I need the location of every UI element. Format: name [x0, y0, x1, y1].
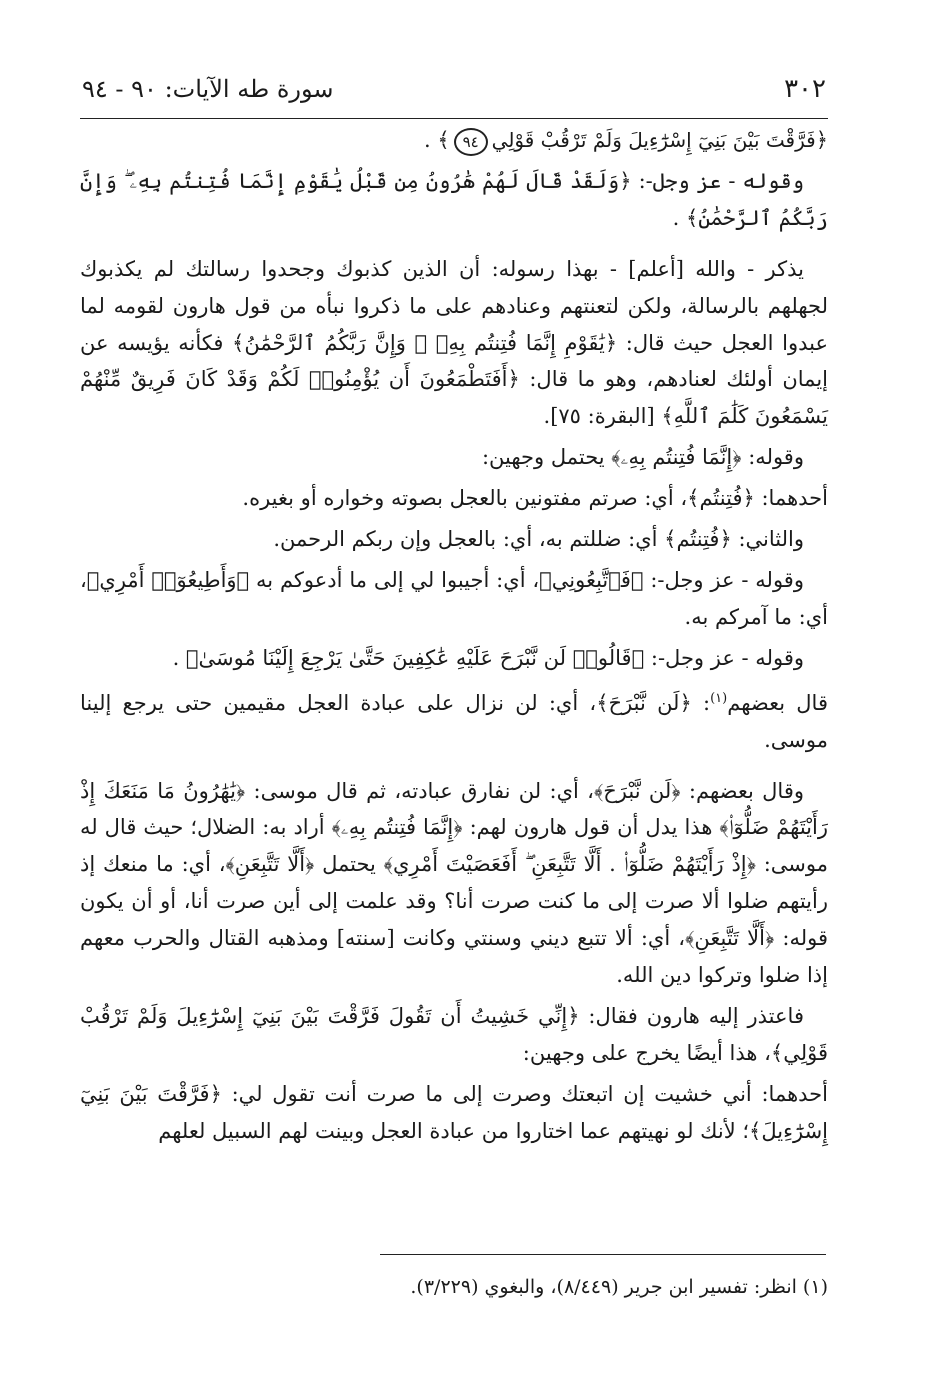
ayah-number-marker: ٩٤ [454, 128, 488, 156]
paragraph: فاعتذر إليه هارون فقال: ﴿إِنِّي خَشِيتُ أَن تَقُولَ فَرَّقْتَ بَيْنَ بَنِيٓ إِسْرَٰٓءِيلَ وَلَمْ تَرْقُبْ قَوْلِي﴾، هذا أيضًا يخرج على وجهين: [80, 1003, 828, 1065]
paragraph: وقوله - عز وجل-: ﴿قَالُوا۟ لَن نَّبْرَحَ عَلَيْهِ عَٰكِفِينَ حَتَّىٰ يَرْجِعَ إِلَيْنَا مُوسَىٰ﴾ . [172, 645, 804, 670]
verse-continuation: ﴿فَرَّقْتَ بَيْنَ بَنِيٓ إِسْرَٰٓءِيلَ وَلَمْ تَرْقُبْ قَوْلِي٩٤﴾ . [80, 122, 828, 159]
paragraph-with-footnote [80, 681, 828, 759]
footnote-rule [380, 1254, 826, 1255]
paragraph: وقوله - عز وجل-: ﴿وَلَقَدْ قَالَ لَهُمْ هَٰرُونُ مِن قَبْلُ يَٰقَوْمِ إِنَّمَا فُتِنتُم بِهِۦ ۖ وَإِنَّ رَبَّكُمُ ٱلرَّحْمَٰنُ﴾ . [80, 168, 828, 230]
header-rule [80, 118, 828, 119]
surah-range-title: سورة طه الآيات: ٩٠ - ٩٤ [82, 75, 334, 103]
verse-close: ﴾ . [424, 128, 450, 152]
page-number: ٣٠٢ [784, 74, 826, 104]
paragraph: وقوله - عز وجل-: ﴿فَٱتَّبِعُونِي﴾، أي: أجيبوا لي إلى ما أدعوكم به ﴿وَأَطِيعُوٓا۟ أَمْرِي﴾، أي: ما آمركم به. [80, 567, 828, 629]
paragraph: أحدهما: أني خشيت إن اتبعتك وصرت إلى ما صرت أنت تقول لي: ﴿فَرَّقْتَ بَيْنَ بَنِيٓ إِسْرَٰٓءِيلَ﴾؛ لأنك لو نهيتهم عما اختاروا من عبادة العجل وبينت لهم السبيل لعلهم [80, 1081, 828, 1143]
paragraph: والثاني: ﴿فُتِنتُم﴾ أي: ضللتم به، أي: بالعجل وإن ربكم الرحمن. [273, 527, 804, 552]
text-before-ref: قال بعضهم [727, 690, 828, 715]
paragraph: أحدهما: ﴿فُتِنتُم﴾، أي: صرتم مفتونين بالعجل بصوته وخواره أو بغيره. [242, 486, 828, 511]
paragraph: وقوله: ﴿إِنَّمَا فُتِنتُم بِهِۦ﴾ يحتمل وجهين: [481, 445, 804, 470]
footnote: (١) انظر: تفسير ابن جرير (٨/٤٤٩)، والبغوي (٣/٢٢٩). [410, 1276, 828, 1298]
footnote-ref: (١) [710, 690, 728, 706]
running-header [82, 66, 826, 112]
verse-text: فَرَّقْتَ بَيْنَ بَنِيٓ إِسْرَٰٓءِيلَ وَلَمْ تَرْقُبْ قَوْلِي [491, 128, 816, 152]
main-text [80, 122, 828, 1154]
paragraph: وقال بعضهم: ﴿لَن نَّبْرَحَ﴾، أي: لن نفارق عبادته، ثم قال موسى: ﴿يَٰهَٰرُونُ مَا مَنَعَكَ إِذْ رَأَيْتَهُمْ ضَلُّوٓا۟﴾ هذا يدل أن قول هارون لهم: ﴿إِنَّمَا فُتِنتُم بِهِۦ﴾ أراد به: الضلال؛ حيث قال له موسى: ﴿إِذْ رَأَيْتَهُمْ ضَلُّوٓا۟ . أَلَّا تَتَّبِعَنِ ۖ أَفَعَصَيْتَ أَمْرِي﴾ يحتمل ﴿أَلَّا تَتَّبِعَنِ﴾، أي: ما منعك إذ رأيتهم ضلوا ألا صرت إلى ما كنت صرت أنا؟ وقد علمت إلى أين صرت أنا، أو أن يكون قوله: ﴿أَلَّا تَتَّبِعَنِ﴾، أي: ألا تتبع ديني وسنتي وكانت [سنته] ومذهبه القتال والحرب معهم إذا ضلوا وتركوا دين الله. [80, 778, 828, 988]
paragraph: يذكر - والله [أعلم] - بهذا رسوله: أن الذين كذبوك وجحدوا رسالتك لم يكذبوك لجهلهم بالرسالة، ولكن لتعنتهم وعنادهم على ما ذكروا نبأه من قول هارون لقومه لما عبدوا العجل حيث قال: ﴿يَٰقَوْمِ إِنَّمَا فُتِنتُم بِهِۦ ۖ وَإِنَّ رَبَّكُمُ ٱلرَّحْمَٰنُ﴾ فكأنه يؤيسه عن إيمان أولئك لعنادهم، وهو ما قال: ﴿أَفَتَطْمَعُونَ أَن يُؤْمِنُوا۟ لَكُمْ وَقَدْ كَانَ فَرِيقٌ مِّنْهُمْ يَسْمَعُونَ كَلَٰمَ ٱللَّهِ﴾ [البقرة: ٧٥]. [80, 256, 828, 429]
text-after-ref: : ﴿لَن نَّبْرَحَ﴾، أي: لن نزال على عبادة العجل مقيمين حتى يرجع إلينا موسى. [80, 690, 828, 752]
